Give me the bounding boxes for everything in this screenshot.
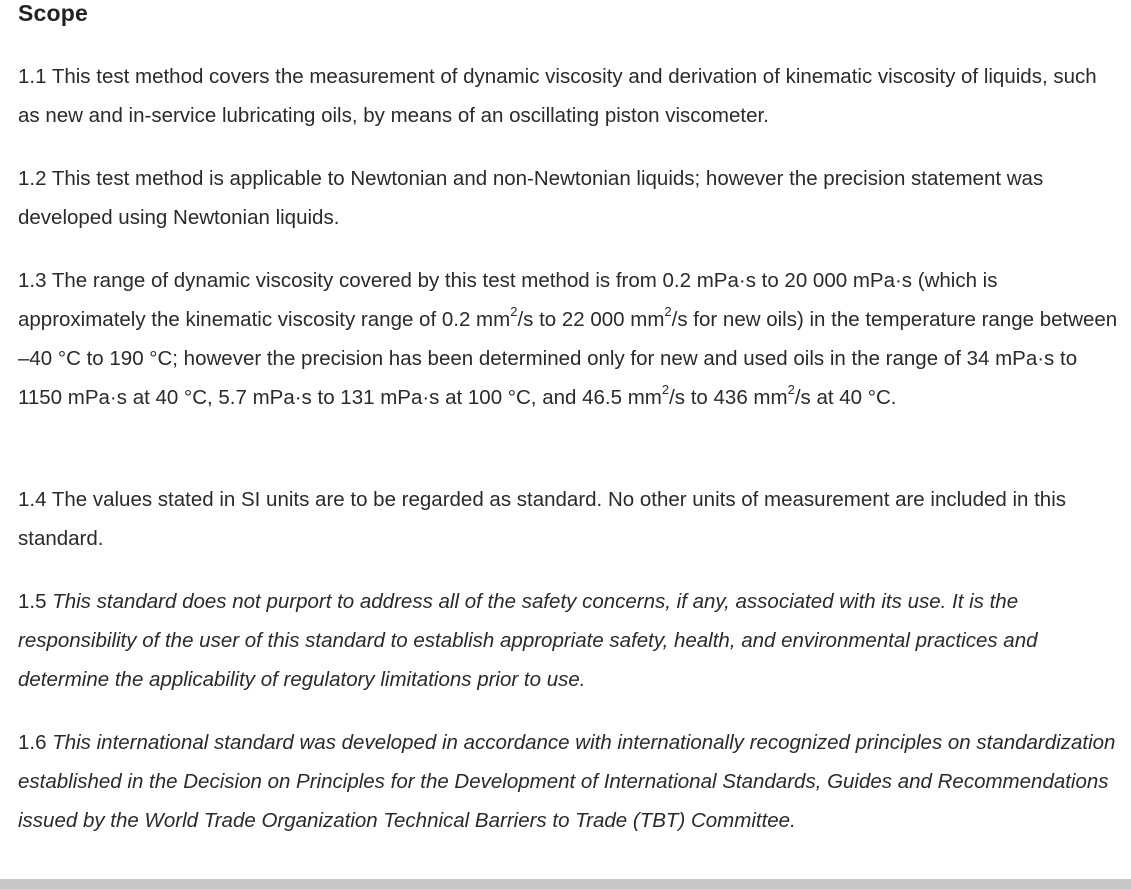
- clause-text-part-2: /s to 22 000 mm: [517, 308, 665, 331]
- superscript: 2: [510, 304, 518, 320]
- section-heading: Scope: [18, 0, 89, 26]
- clause-number: 1.1: [18, 65, 47, 88]
- clause-text: The values stated in SI units are to be regarded as standard. No other units of measurement are included in this standard.: [18, 488, 1067, 550]
- clause-text-part-4: /s to 436 mm: [669, 386, 788, 409]
- clause-number: 1.2: [18, 167, 47, 190]
- superscript: 2: [664, 304, 672, 320]
- clause-text-italic: This international standard was developed in accordance with internationally recognized principles on standardization established in the Decision on Principles for the Development of International Standards, Guides and Recommendations issued by the World Trade Organization Technical Barriers to Trade (TBT) Committee.: [18, 731, 1116, 832]
- horizontal-scrollbar[interactable]: [0, 879, 1131, 889]
- paragraph-1-5: [18, 582, 1123, 699]
- clause-text-part-3: /s for new oils) in the temperature range between –40 °C to 190 °C; however the precision has been determined only for new and used oils in the range of 34 mPa·s to 1150 mPa·s at 40 °C, 5.7 mPa·s to 131 mPa·s at 100 °C, and 46.5 mm: [18, 308, 1118, 409]
- document-body: [18, 0, 1123, 832]
- paragraph-1-2: [18, 159, 1123, 237]
- clause-number: 1.3: [18, 269, 47, 292]
- paragraph-1-4: [18, 480, 1123, 558]
- clause-number: 1.6: [18, 731, 47, 754]
- clause-number: 1.4: [18, 488, 47, 511]
- paragraph-1-3: [18, 261, 1123, 417]
- clause-text: This test method is applicable to Newtonian and non-Newtonian liquids; however the precision statement was developed using Newtonian liquids.: [18, 167, 1044, 229]
- clause-text-part-1: The range of dynamic viscosity covered by this test method is from 0.2 mPa·s to 20 000 mPa·s (which is approximately the kinematic viscosity range of 0.2 mm: [18, 269, 998, 331]
- clause-text-part-5: /s at 40 °C.: [794, 386, 897, 409]
- clause-text-italic: This standard does not purport to address all of the safety concerns, if any, associated with its use. It is the responsibility of the user of this standard to establish appropriate safety, health, and environmental practices and determine the applicability of regulatory limitations prior to use.: [18, 590, 1038, 691]
- superscript: 2: [661, 382, 670, 398]
- paragraph-1-6: [18, 723, 1123, 840]
- paragraph-1-1: [18, 57, 1123, 135]
- clause-number: 1.5: [18, 590, 47, 613]
- superscript: 2: [787, 382, 795, 398]
- clause-text: This test method covers the measurement of dynamic viscosity and derivation of kinematic viscosity of liquids, such as new and in-service lubricating oils, by means of an oscillating piston viscometer.: [18, 65, 1097, 127]
